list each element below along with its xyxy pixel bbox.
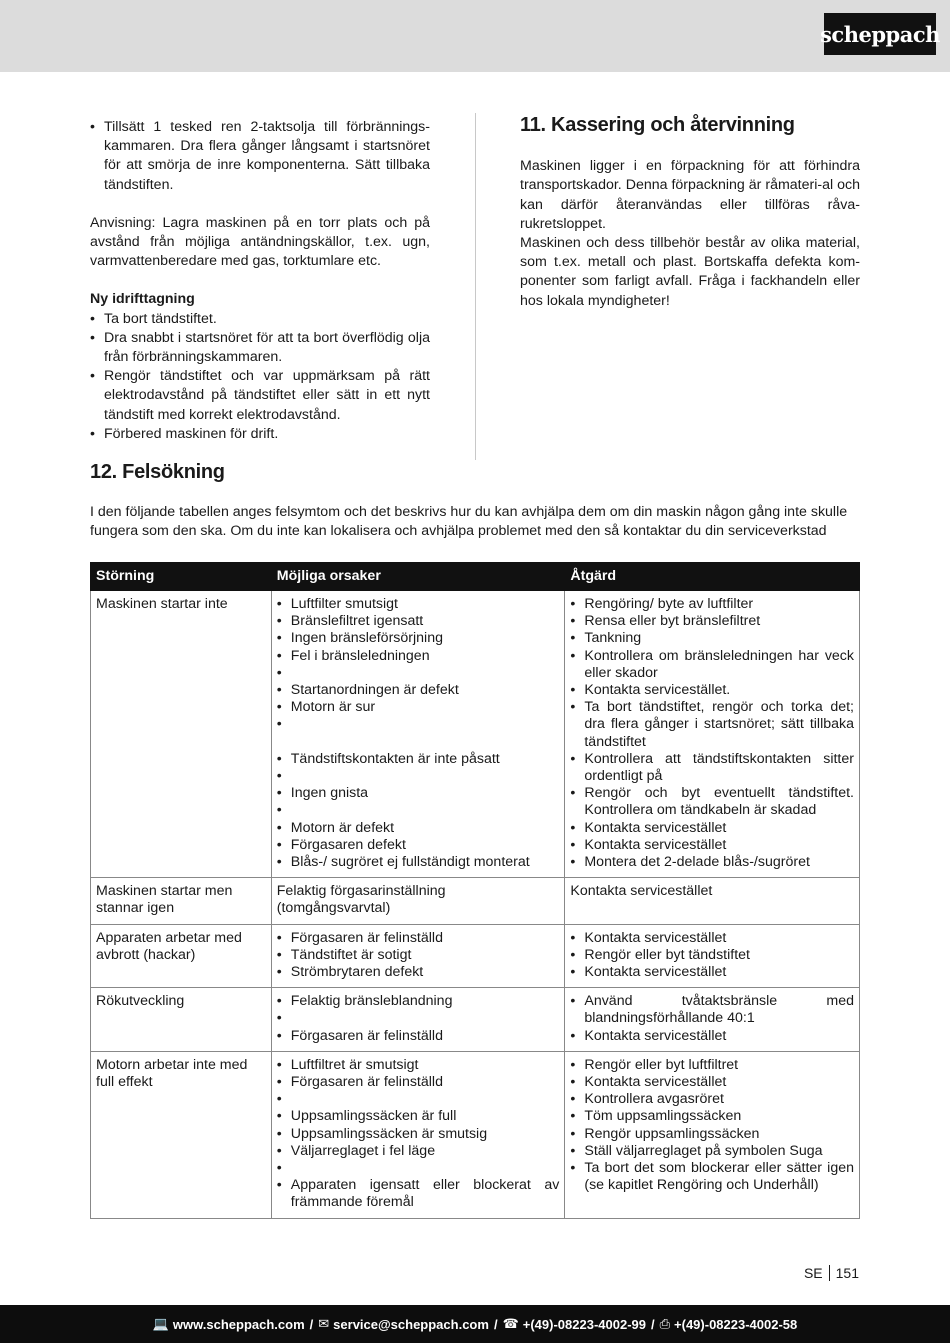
email-icon: ✉: [318, 1316, 330, 1331]
cause-item: • Tändstiftet är sotigt: [277, 947, 560, 964]
footer-email[interactable]: service@scheppach.com: [333, 1316, 489, 1332]
footer-bar: [0, 1305, 950, 1343]
action-cell: [565, 1051, 860, 1218]
action-item: • Rengör eller byt tändstiftet: [570, 947, 854, 964]
subheading-recommissioning: Ny idrifttagning: [90, 291, 195, 308]
section-11-heading: 11. Kassering och återvinning: [520, 114, 795, 136]
table-row: [91, 988, 860, 1052]
footer-phone: +(49)-08223-4002-99: [522, 1316, 646, 1332]
action-item: • Töm uppsamlingssäcken: [570, 1108, 854, 1125]
table-header-row: [91, 563, 860, 591]
troubleshooting-table: [90, 562, 860, 1219]
action-item: • Ställ väljarreglaget på symbolen Suga: [570, 1143, 854, 1160]
cause-item: • Fel i bränsleledningen: [277, 648, 560, 665]
action-item: • Montera det 2-delade blås-/sugröret: [570, 854, 854, 871]
right-column: [520, 116, 860, 311]
column-header-action: Åtgärd: [565, 563, 860, 591]
cause-item: • Tändstiftskontakten är inte påsatt: [277, 751, 560, 768]
cause-item: • Förgasaren är felinställd: [277, 1074, 560, 1091]
cause-item: • Väljarreglaget i fel läge: [277, 1143, 560, 1160]
scheppach-logo: scheppach: [824, 13, 936, 55]
action-item: • Rensa eller byt bränslefiltret: [570, 613, 854, 630]
cause-item: • Förgasaren är felinställd: [277, 1028, 560, 1045]
fault-cell: Motorn arbetar inte med full effekt: [91, 1051, 272, 1218]
footer-fax: +(49)-08223-4002-58: [674, 1316, 798, 1332]
action-cell: [565, 591, 860, 878]
list-item: • Dra snabbt i startsnöret för att ta bort överflödig olja från förbränningskammaren.: [90, 329, 430, 367]
action-item: • Ta bort det som blockerar eller sätter igen (se kapitlet Rengöring och Underhåll): [570, 1160, 854, 1194]
action-item: • Kontakta servicestället: [570, 1074, 854, 1091]
disposal-paragraph-1: Maskinen ligger i en förpackning för att förhindra transportskador. Denna förpackning är råmateri-al och kan därför återanvändas eller tillföras råva-rukretsloppet.: [520, 158, 860, 232]
action-item: • Kontrollera avgasröret: [570, 1091, 854, 1108]
footer-separator: /: [309, 1316, 314, 1332]
table-row: [91, 1051, 860, 1218]
action-item: • Kontakta servicestället: [570, 964, 854, 981]
footer-website[interactable]: www.scheppach.com: [172, 1316, 305, 1332]
list-item: • Förbered maskinen för drift.: [90, 425, 430, 444]
cause-item: • Blås-/ sugröret ej fullständigt monterat: [277, 854, 560, 871]
cause-item: • Uppsamlingssäcken är smutsig: [277, 1126, 560, 1143]
table-row: [91, 878, 860, 924]
section-12-heading: 12. Felsökning: [90, 461, 225, 483]
fault-cell: Maskinen startar men stannar igen: [91, 878, 272, 924]
troubleshooting-intro: I den följande tabellen anges felsymtom och det beskrivs hur du kan avhjälpa dem om din maskin någon gång inte skulle fungera som den ska. Om du inte kan lokalisera och avhjälpa problemet med den så kontaktar du din serviceverkstad: [90, 504, 848, 540]
footer-separator: /: [493, 1316, 498, 1332]
table-row: [91, 591, 860, 878]
phone-icon: ☎: [502, 1316, 519, 1331]
action-item: • Kontakta servicestället.: [570, 682, 854, 699]
footer-separator: /: [651, 1316, 655, 1332]
page-number-value: 151: [835, 1265, 859, 1281]
cause-item: • Motorn är defekt: [277, 820, 560, 837]
causes-cell: Felaktig förgasarinställning (tomgångsvarvtal): [271, 878, 565, 924]
cause-item: • Ingen gnista: [277, 785, 560, 802]
table-row: [91, 924, 860, 988]
action-item: • Kontakta servicestället: [570, 1028, 854, 1045]
list-item: • Ta bort tändstiftet.: [90, 310, 430, 329]
storage-list: [90, 118, 430, 195]
storage-note: Anvisning: Lagra maskinen på en torr plats och på avstånd från möjliga antändningskällor, t.ex. ugn, varmvattenberedare med gas, torktumlare etc.: [90, 214, 430, 270]
cause-item: • Motorn är sur: [277, 699, 560, 716]
action-item: • Kontakta servicestället: [570, 930, 854, 947]
computer-icon: 💻: [152, 1316, 169, 1331]
cause-item: • Luftfilter smutsigt: [277, 596, 560, 613]
cause-item: • Felaktig bränsleblandning: [277, 993, 560, 1010]
header-bar: [0, 0, 950, 72]
action-cell: Kontakta servicestället: [565, 878, 860, 924]
action-item: • Tankning: [570, 630, 854, 647]
fax-icon: ⎙: [659, 1316, 671, 1331]
causes-cell: [271, 591, 565, 878]
disposal-paragraph-2: Maskinen och dess tillbehör består av olika material, som t.ex. metall och plast. Bortskaffa defekta kom-ponenter som farligt avfall. Fråga i fackhandeln eller hos lokala myndigheter!: [520, 235, 860, 309]
action-item: • Kontrollera om bränsleledningen har veck eller skador: [570, 648, 854, 682]
cause-item: • Ingen bränsleförsörjning: [277, 630, 560, 647]
cause-item: • Apparaten igensatt eller blockerat av främmande föremål: [277, 1177, 560, 1211]
column-header-fault: Störning: [91, 563, 272, 591]
cause-item: • Startanordningen är defekt: [277, 682, 560, 699]
cause-item: • Luftfiltret är smutsigt: [277, 1057, 560, 1074]
left-column: [90, 118, 430, 444]
action-item: • Kontakta servicestället: [570, 837, 854, 854]
action-item: • Rengör uppsamlingssäcken: [570, 1126, 854, 1143]
action-item: • Rengöring/ byte av luftfilter: [570, 596, 854, 613]
page-number-divider: [829, 1265, 830, 1281]
cause-item: • Strömbrytaren defekt: [277, 964, 560, 981]
action-item: • Kontrollera att tändstiftskontakten sitter ordentligt på: [570, 751, 854, 785]
column-header-causes: Möjliga orsaker: [271, 563, 565, 591]
action-item: • Rengör och byt eventuellt tändstiftet. Kontrollera om tändkabeln är skadad: [570, 785, 854, 819]
page-language: SE: [803, 1265, 823, 1281]
cause-item: • Förgasaren defekt: [277, 837, 560, 854]
action-item: • Rengör eller byt luftfiltret: [570, 1057, 854, 1074]
cause-item: • Förgasaren är felinställd: [277, 930, 560, 947]
action-item: • Kontakta servicestället: [570, 820, 854, 837]
action-cell: [565, 988, 860, 1052]
cause-item: • Bränslefiltret igensatt: [277, 613, 560, 630]
action-item: • Använd tvåtaktsbränsle med blandningsförhållande 40:1: [570, 993, 854, 1027]
causes-cell: [271, 988, 565, 1052]
fault-cell: Rökutveckling: [91, 988, 272, 1052]
causes-cell: [271, 924, 565, 988]
page-number: [804, 1265, 859, 1281]
column-divider: [475, 113, 476, 460]
list-item: • Tillsätt 1 tesked ren 2-taktsolja till förbrännings-kammaren. Dra flera gånger långsamt i startsnöret för att smörja de inre komponenterna. Sätt tillbaka tändstiften.: [90, 118, 430, 195]
list-item: • Rengör tändstiftet och var uppmärksam på rätt elektrodavstånd på tändstiftet eller sätt in ett nytt tändstift med korrekt elektrodavstånd.: [90, 367, 430, 425]
causes-cell: [271, 1051, 565, 1218]
action-cell: [565, 924, 860, 988]
action-item: • Ta bort tändstiftet, rengör och torka det; dra flera gånger i startsnöret; sätt tillbaka tändstiftet: [570, 699, 854, 751]
fault-cell: Maskinen startar inte: [91, 591, 272, 878]
recommissioning-list: [90, 310, 430, 444]
cause-item: • Uppsamlingssäcken är full: [277, 1108, 560, 1125]
fault-cell: Apparaten arbetar med avbrott (hackar): [91, 924, 272, 988]
